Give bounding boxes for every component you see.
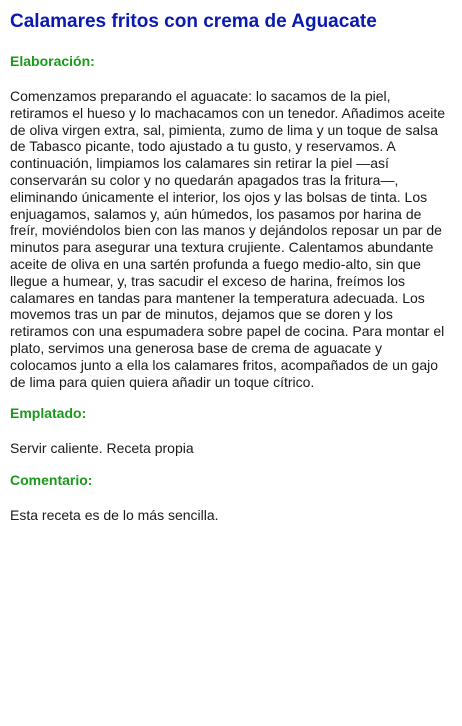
page-title: Calamares fritos con crema de Aguacate	[10, 11, 377, 32]
emplatado-heading: Emplatado:	[10, 405, 87, 422]
elaboracion-heading: Elaboración:	[10, 53, 95, 69]
comentario-text: Esta receta es de lo más sencilla.	[10, 507, 219, 524]
emplatado-text: Servir caliente. Receta propia	[10, 440, 194, 457]
comentario-section	[10, 471, 452, 524]
comentario-heading: Comentario:	[10, 472, 93, 489]
elaboracion-text: Comenzamos preparando el aguacate: lo sacamos de la piel, retiramos el hueso y lo machacamos con un tenedor. Añadimos aceite de oliva virgen extra, sal, pimienta, zumo de lima y un toque de salsa de Tabasco picante, todo ajustado a tu gusto, y reservamos. A continuación, limpiamos los calamares sin retirar la piel —así conservarán su color y no quedarán apagados tras la fritura—, eliminando únicamente el interior, los ojos y las bolsas de tinta. Los enjuagamos, salamos y, aún húmedos, los pasamos por harina de freír, moviéndolos bien con las manos y dejándolos reposar un par de minutos para asegurar una textura crujiente. Calentamos abundante aceite de oliva en una sartén profunda a fuego medio-alto, sin que llegue a humear, y, tras sacudir el exceso de harina, freímos los calamares en tandas para mantener la temperatura adecuada. Los movemos tras un par de minutos, dejamos que se doren y los retiramos con una espumadera sobre papel de cocina. Para montar el plato, servimos una generosa base de crema de aguacate y colocamos junto a ella los calamares fritos, acompañados de un gajo de lima para quien quiera añadir un toque cítrico.	[10, 88, 446, 390]
emplatado-section	[10, 404, 452, 457]
elaboracion-section	[10, 52, 452, 390]
